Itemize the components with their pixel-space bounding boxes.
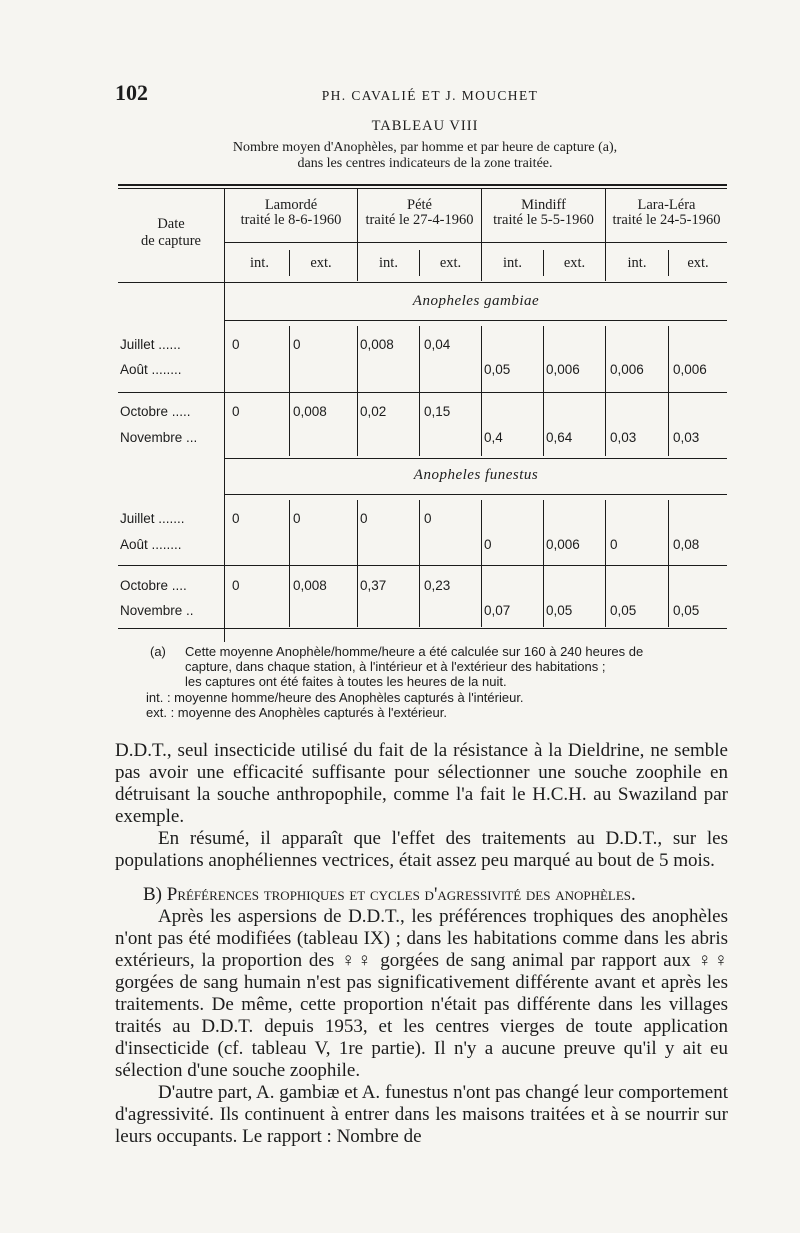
station-name: Pété: [407, 197, 432, 213]
month-label: Octobre ....: [120, 578, 187, 593]
table-caption-line-1: Nombre moyen d'Anophèles, par homme et par heure de capture (a),: [232, 140, 618, 155]
month-label: Juillet .......: [120, 511, 185, 526]
table-cell: 0,03: [610, 430, 637, 445]
date-header-2: de capture: [141, 233, 201, 249]
station-treated-date: traité le 24-5-1960: [612, 212, 721, 228]
table-cell: 0: [293, 337, 301, 352]
table-cell: 0,05: [610, 603, 637, 618]
sub-header-ext: ext.: [310, 255, 332, 271]
body-text: [115, 740, 728, 1148]
species-label: Anopheles gambiae: [412, 293, 540, 309]
table-cell: 0,04: [424, 337, 451, 352]
running-head: PH. CAVALIÉ ET J. MOUCHET: [321, 88, 539, 103]
table-cell: 0: [610, 537, 618, 552]
species-label: Anopheles funestus: [413, 467, 539, 483]
table-cell: 0,05: [546, 603, 573, 618]
table-cell: 0: [484, 537, 492, 552]
paragraph: Après les aspersions de D.D.T., les préférences trophiques des anophèles n'ont pas été modifiées (tableau IX) ; dans les habitations comme dans les abris extérieurs, la proportion des ♀♀ gorgées de sang animal par rapport aux ♀♀ gorgées de sang humain n'est pas significativement différente avant et après les traitements. De même, cette proportion n'était pas différente dans les villages traités au D.D.T. depuis 1953, et les centres vierges de toute application d'insecticide (cf. tableau V, 1re partie). Il n'y a aucune preuve qu'il y ait eu sélection d'une souche zoophile.: [115, 906, 728, 1081]
table-cell: 0,23: [424, 578, 451, 593]
station-treated-date: traité le 8-6-1960: [240, 212, 342, 228]
table-cell: 0,15: [424, 404, 451, 419]
table-cell: 0,05: [484, 362, 511, 377]
table-cell: 0,4: [484, 430, 503, 445]
table-cell: 0,07: [484, 603, 511, 618]
table-cell: 0,64: [546, 430, 573, 445]
table-cell: 0,03: [673, 430, 700, 445]
page-number: 102: [115, 80, 148, 105]
table-cell: 0,006: [610, 362, 644, 377]
section-heading: B) Préférences trophiques et cycles d'agressivité des anophèles.: [143, 884, 636, 905]
note-a-line-2: capture, dans chaque station, à l'intérieur et à l'extérieur des habitations ;: [185, 659, 606, 674]
month-label: Octobre .....: [120, 404, 191, 419]
sub-header-int: int.: [250, 255, 269, 271]
paragraph: D.D.T., seul insecticide utilisé du fait de la résistance à la Dieldrine, ne semble pas avoir une efficacité suffisante pour sélectionner une souche zoophile en détruisant la souche anthropophile, comme l'a fait le H.C.H. au Swaziland par exemple.: [115, 740, 728, 827]
table-cell: 0: [232, 337, 240, 352]
station-name: Mindiff: [521, 197, 566, 213]
station-treated-date: traité le 27-4-1960: [365, 212, 474, 228]
month-label: Juillet ......: [120, 337, 181, 352]
table-cell: 0: [424, 511, 432, 526]
sub-header-int: int.: [379, 255, 398, 271]
paragraph: D'autre part, A. gambiæ et A. funestus n'ont pas changé leur comportement d'agressivité. Ils continuent à entrer dans les maisons traitées et à se nourrir sur leurs occupants. Le rapport : Nombre de: [115, 1082, 728, 1147]
table-cell: 0: [293, 511, 301, 526]
table-cell: 0,008: [293, 578, 327, 593]
month-label: Novembre ..: [120, 603, 194, 618]
table-cell: 0: [232, 404, 240, 419]
paragraph: En résumé, il apparaît que l'effet des traitements au D.D.T., sur les populations anophéliennes vectrices, était assez peu marqué au bout de 5 mois.: [115, 828, 728, 871]
table-cell: 0: [360, 511, 368, 526]
table-cell: 0,05: [673, 603, 700, 618]
station-name: Lamordé: [264, 197, 318, 213]
sub-header-ext: ext.: [687, 255, 709, 271]
table-cell: 0: [232, 578, 240, 593]
table-cell: 0,006: [673, 362, 707, 377]
table-cell: 0: [232, 511, 240, 526]
note-ext: ext. : moyenne des Anophèles capturés à l'extérieur.: [146, 705, 447, 720]
sub-header-ext: ext.: [439, 255, 462, 271]
month-label: Août ........: [120, 362, 182, 377]
note-a-line-3: les captures ont été faites à toutes les heures de la nuit.: [185, 674, 507, 689]
table-cell: 0,37: [360, 578, 387, 593]
table-cell: 0,006: [546, 362, 580, 377]
sub-header-int: int.: [503, 255, 522, 271]
table-title: TABLEAU VIII: [371, 118, 479, 134]
note-a-line-1: Cette moyenne Anophèle/homme/heure a été calculée sur 160 à 240 heures de: [185, 644, 644, 659]
station-name: Lara-Léra: [637, 197, 696, 213]
table-cell: 0,006: [546, 537, 580, 552]
table-caption-line-2: dans les centres indicateurs de la zone traitée.: [297, 156, 553, 171]
table-cell: 0,008: [360, 337, 394, 352]
note-a-label: (a): [150, 644, 166, 659]
month-label: Août ........: [120, 537, 182, 552]
month-label: Novembre ...: [120, 430, 198, 445]
station-treated-date: traité le 5-5-1960: [493, 212, 594, 228]
date-header: Date: [157, 216, 185, 232]
table-cell: 0,08: [673, 537, 700, 552]
table-cell: 0,02: [360, 404, 387, 419]
sub-header-int: int.: [627, 255, 647, 271]
note-int: int. : moyenne homme/heure des Anophèles capturés à l'intérieur.: [146, 690, 524, 705]
sub-header-ext: ext.: [563, 255, 586, 271]
table-cell: 0,008: [293, 404, 327, 419]
